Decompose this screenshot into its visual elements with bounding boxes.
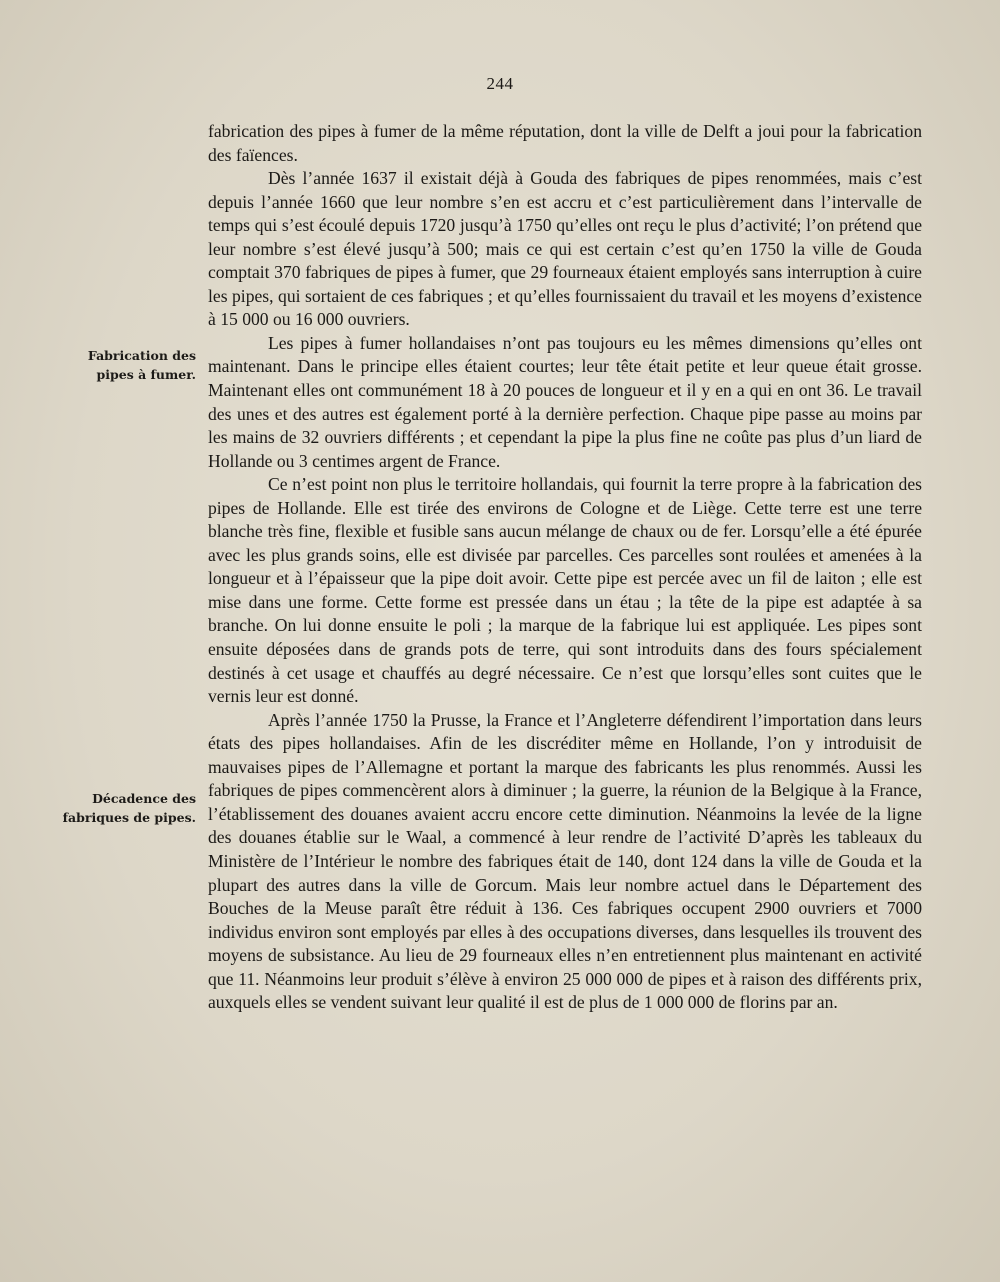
body-text xyxy=(208,120,922,1015)
margin-notes xyxy=(48,0,196,1282)
paragraph: fabrication des pipes à fumer de la même réputation, dont la ville de Delft a joui pour la fabrication des faïences. xyxy=(208,121,922,165)
margin-note-line: Décadence des xyxy=(92,791,196,806)
margin-note-fabrication xyxy=(48,346,196,384)
page-number: 244 xyxy=(486,74,514,93)
paragraph: Après l’année 1750 la Prusse, la France et l’Angleterre défendirent l’importation dans leurs états des pipes hollandaises. Afin de les discréditer même en Hollande, l’on y introduisit de mauvaises pipes de l’Allemagne et portant la marque des fabricants les plus renommés. Aussi les fabriques de pipes commencèrent alors à diminuer ; la guerre, la réunion de la Belgique à la France, l’établissement des douanes avaient accru encore cette diminution. Néanmoins la levée de la ligne des douanes établie sur le Waal, a commencé à leur rendre de l’activité D’après les tableaux du Ministère de l’Intérieur le nombre des fabriques était de 140, dont 124 dans la ville de Gouda et la plupart des autres dans la ville de Gorcum. Mais leur nombre actuel dans le Département des Bouches de la Meuse paraît être réduit à 136. Ces fabriques occupent 2900 ouvriers et 7000 individus environ sont employés par elles à des occupations diverses, dans lesquelles ils trouvent des moyens de subsistance. Au lieu de 29 fourneaux elles n’en entretiennent plus maintenant en activité que 11. Néanmoins leur produit s’élève à environ 25 000 000 de pipes et à raison des différents prix, auxquels elles se vendent suivant leur qualité il est de plus de 1 000 000 de florins par an. xyxy=(208,709,922,1013)
margin-note-line: fabriques de pipes. xyxy=(62,810,196,825)
margin-note-decadence xyxy=(48,789,196,827)
paragraph: Dès l’année 1637 il existait déjà à Gouda des fabriques de pipes renommées, mais c’est depuis l’année 1660 que leur nombre s’en est accru et c’est particulièrement dans l’intervalle de temps qui s’est écoulé depuis 1720 jusqu’à 1750 qu’elles ont reçu le plus d’activité; l’on prétend que leur nombre s’est élevé jusqu’à 500; mais ce qui est certain c’est qu’en 1750 la ville de Gouda comptait 370 fabriques de pipes à fumer, que 29 fourneaux étaient employés sans interruption à cuire les pipes, qui sortaient de ces fabriques ; et qu’elles fournissaient du travail et les moyens d’existence à 15 000 ou 16 000 ouvriers. xyxy=(208,168,922,330)
paragraph: Ce n’est point non plus le territoire hollandais, qui fournit la terre propre à la fabrication des pipes de Hollande. Elle est tirée des environs de Cologne et de Liège. Cette terre est une terre blanche très fine, flexible et fusible sans aucun mélange de chaux ou de fer. Lorsqu’elle a été épurée avec les plus grands soins, elle est divisée par parcelles. Ces parcelles sont roulées et amenées à la longueur et à l’épaisseur que la pipe doit avoir. Cette pipe est percée avec un fil de laiton ; elle est mise dans une forme. Cette forme est pressée dans un étau ; la tête de la pipe est adaptée à sa branche. On lui donne ensuite le poli ; la marque de la fabrique lui est appliquée. Les pipes sont ensuite déposées dans de grands pots de terre, qui sont introduits dans des fours spécialement destinés à cet usage et chauffés au degré nécessaire. Ce n’est que lorsqu’elles sont cuites que le vernis leur est donné. xyxy=(208,474,922,707)
margin-note-line: pipes à fumer. xyxy=(96,367,196,382)
paragraph: Les pipes à fumer hollandaises n’ont pas toujours eu les mêmes dimensions qu’elles ont maintenant. Dans le principe elles étaient courtes; leur tête était petite et leur queue était grosse. Maintenant elles ont communément 18 à 20 pouces de longueur et il y en a qui en ont 36. Le travail des unes et des autres est également porté à la dernière perfection. Chaque pipe passe au moins par les mains de 32 ouvriers différents ; et cependant la pipe la plus fine ne coûte pas plus d’un liard de Hollande ou 3 centimes argent de France. xyxy=(208,332,922,471)
margin-note-line: Fabrication des xyxy=(87,348,196,363)
